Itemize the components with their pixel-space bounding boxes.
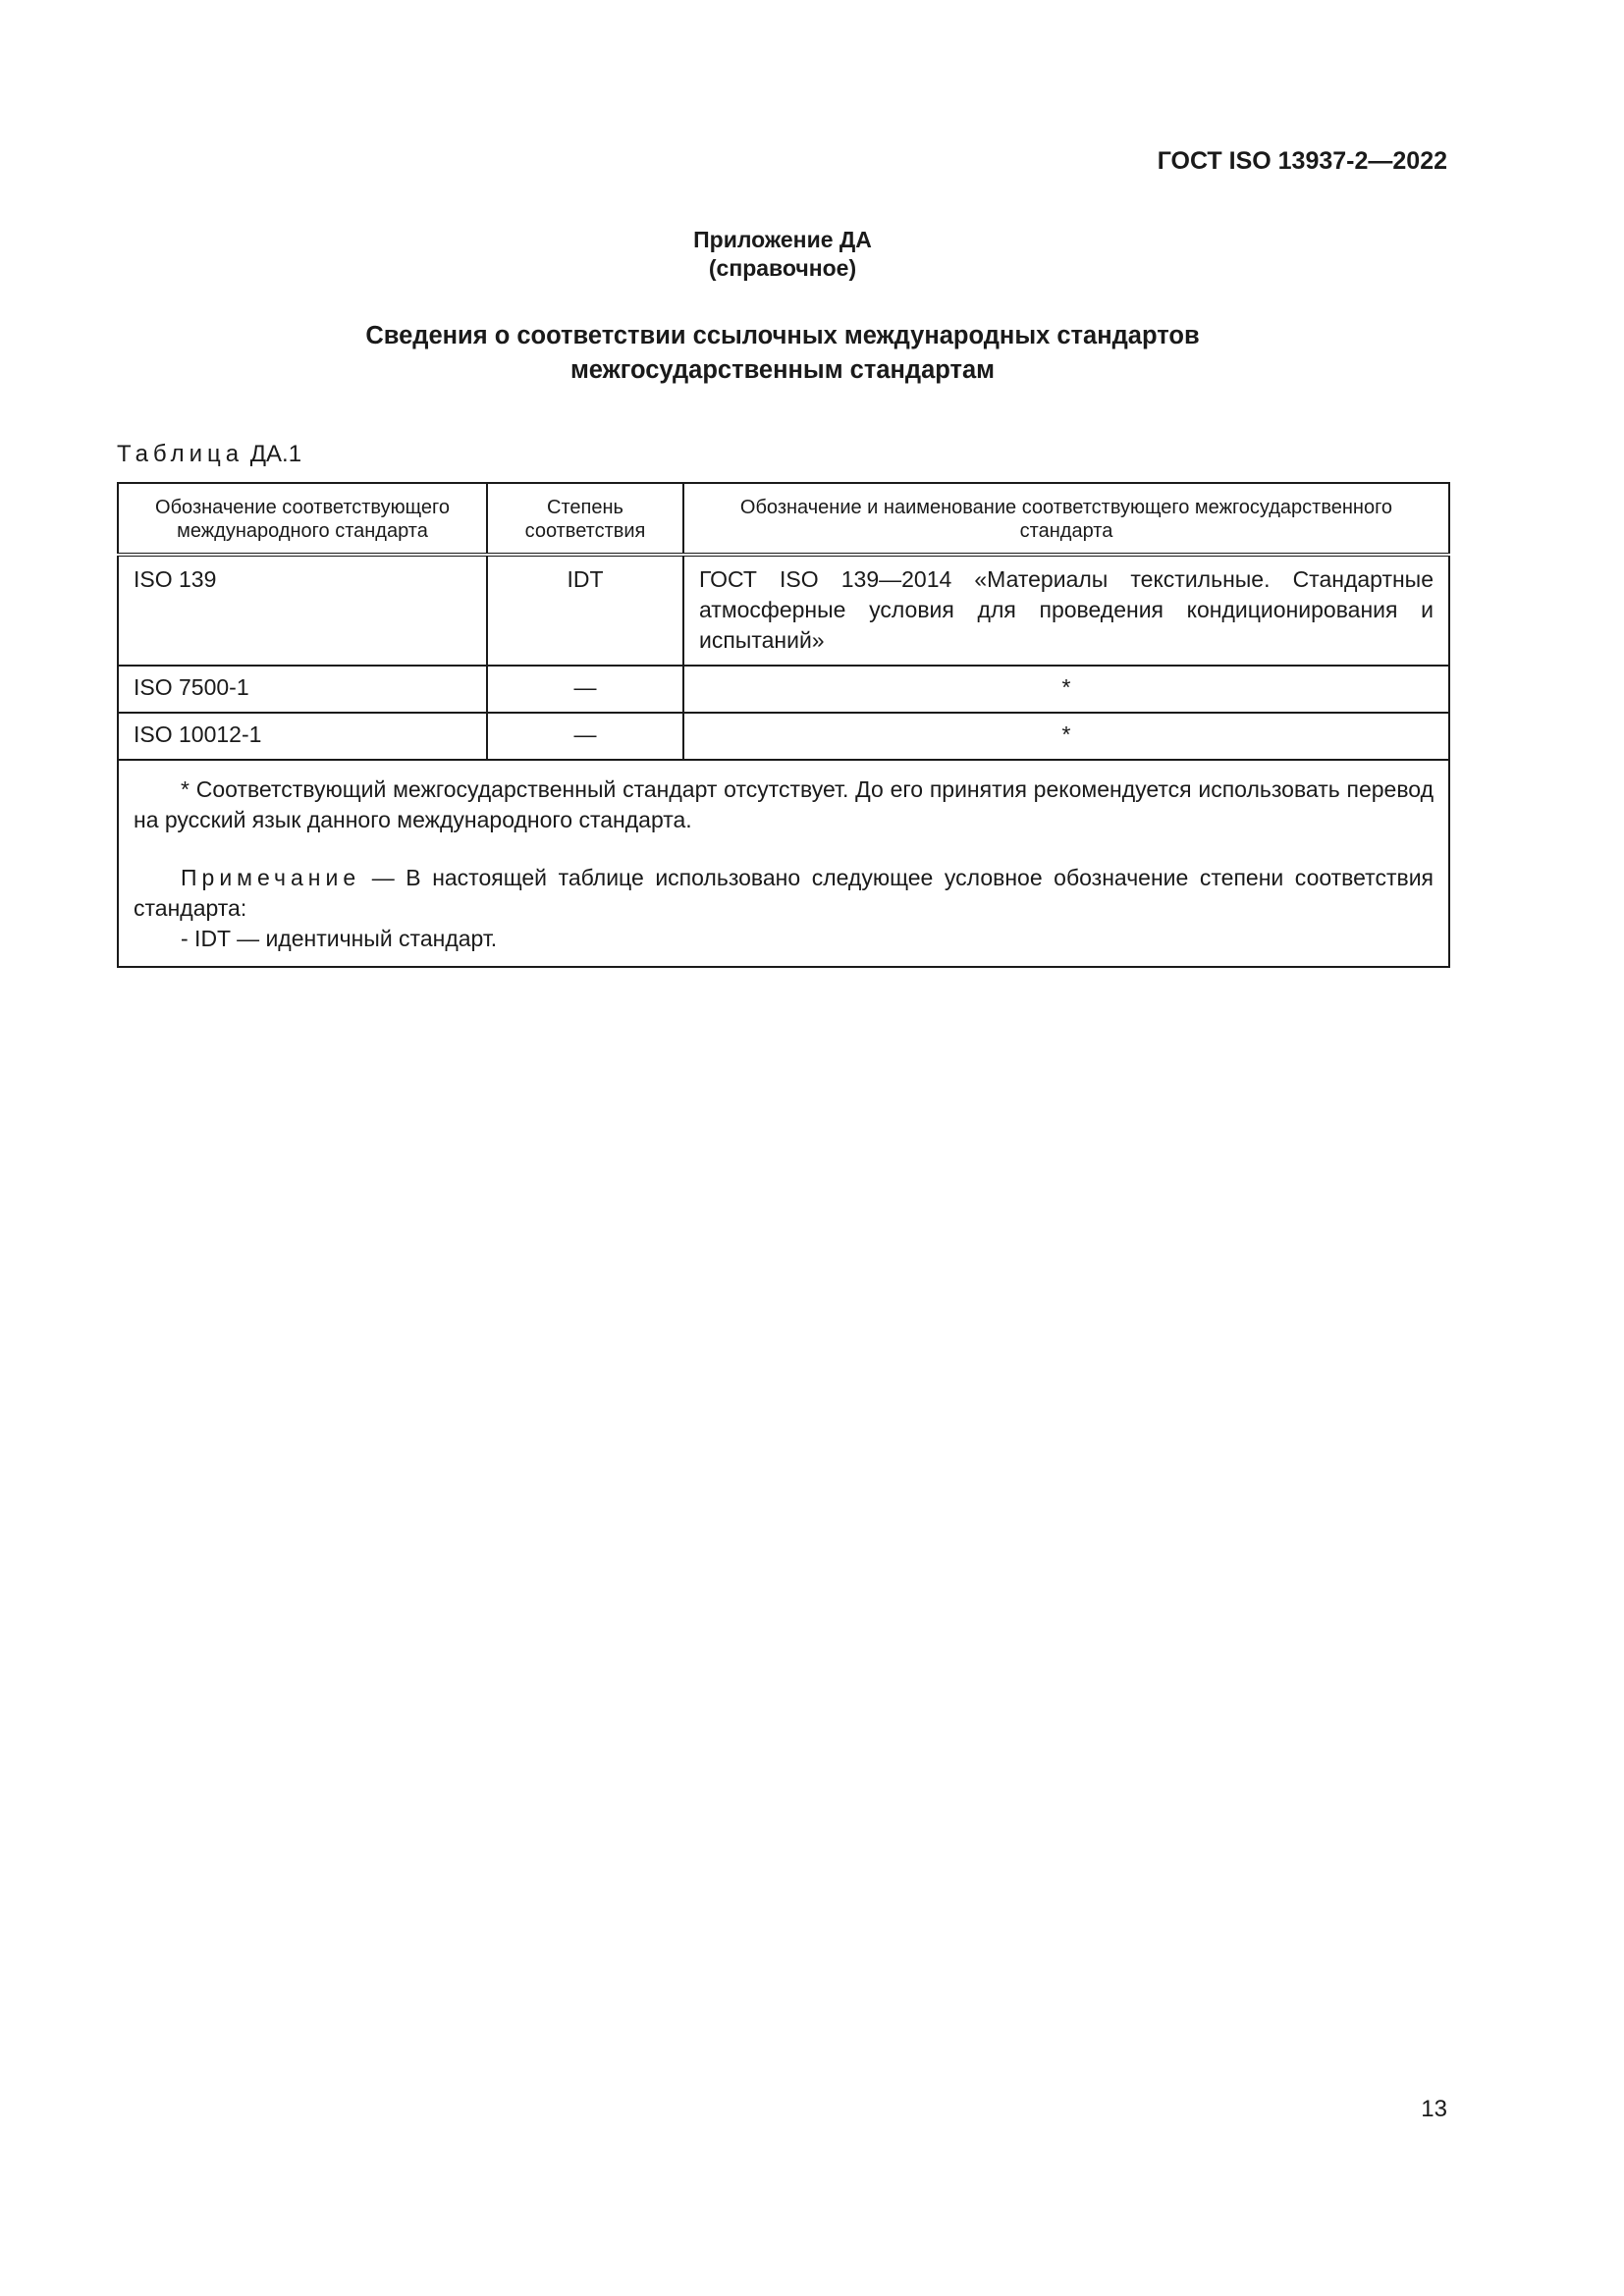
annex-status: (справочное): [708, 255, 857, 281]
table-notes-row: [118, 760, 1449, 967]
table-caption-label: Таблица: [117, 441, 244, 467]
column-header: Обозначение соответствующего международного стандарта: [118, 483, 487, 555]
table-caption-number: ДА.1: [249, 441, 302, 467]
table-notes: [118, 760, 1449, 967]
table-row: [118, 555, 1449, 666]
table-row: [118, 666, 1449, 713]
interstate-standard-cell: *: [683, 666, 1449, 713]
interstate-standard-cell: *: [683, 713, 1449, 760]
intl-standard-cell: ISO 139: [118, 555, 487, 666]
table-footnote: * Соответствующий межгосударственный стандарт отсутствует. До его принятия рекомендуется использовать перевод на русский язык данного международного стандарта.: [134, 776, 1434, 832]
column-header: Обозначение и наименование соответствующего межгосударственного стандарта: [683, 483, 1449, 555]
annex-title: Приложение ДА: [693, 227, 872, 252]
table-note: [134, 863, 1434, 924]
conformity-table: [117, 482, 1450, 968]
document-title-line-1: Сведения о соответствии ссылочных международных стандартов: [365, 322, 1200, 349]
column-header: Степень соответствия: [487, 483, 683, 555]
document-title-line-2: межгосударственным стандартам: [569, 356, 996, 384]
note-label: Примечание: [181, 865, 361, 890]
degree-cell: —: [487, 713, 683, 760]
note-list-item: - IDT — идентичный стандарт.: [181, 926, 498, 951]
interstate-standard-cell: ГОСТ ISO 139—2014 «Материалы текстильные. Стандартные атмосферные условия для проведения кондиционирования и испытаний»: [683, 555, 1449, 666]
table-caption: [117, 441, 301, 468]
table-header-row: [118, 483, 1449, 555]
page-number: 13: [1421, 2096, 1447, 2122]
table-row: [118, 713, 1449, 760]
note-text: — В настоящей таблице использовано следующее условное обозначение степени соответствия стандарта:: [134, 865, 1435, 921]
degree-cell: —: [487, 666, 683, 713]
intl-standard-cell: ISO 10012-1: [118, 713, 487, 760]
intl-standard-cell: ISO 7500-1: [118, 666, 487, 713]
degree-cell: IDT: [487, 555, 683, 666]
annex-heading: [118, 226, 1447, 283]
standard-code: ГОСТ ISO 13937-2—2022: [1157, 147, 1447, 175]
document-title: [118, 319, 1447, 388]
